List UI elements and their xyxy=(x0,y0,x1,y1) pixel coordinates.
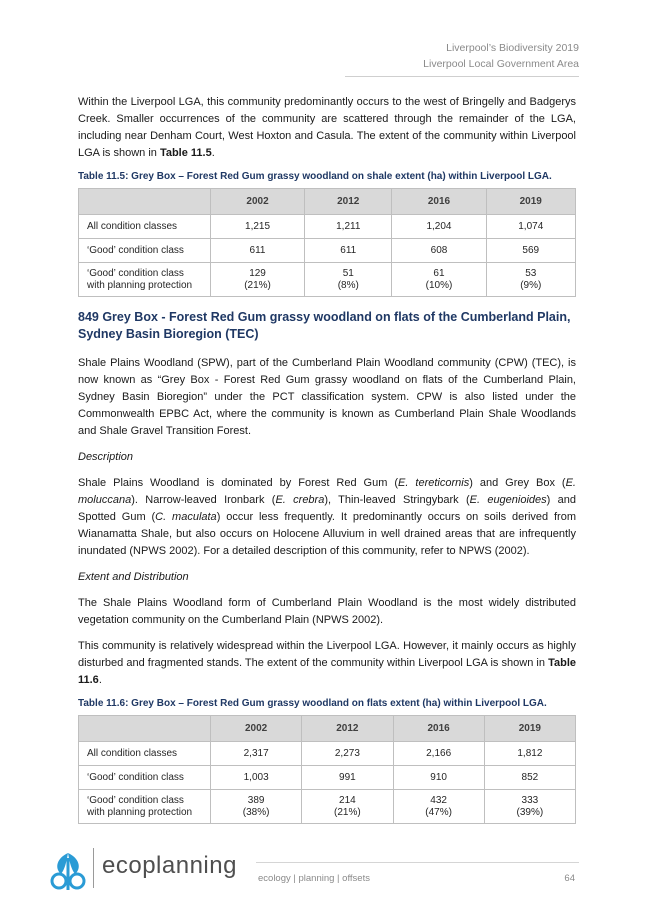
footer-divider xyxy=(256,862,579,863)
page-number: 64 xyxy=(564,873,575,884)
subheading-extent: Extent and Distribution xyxy=(78,571,189,583)
page-content xyxy=(78,94,576,836)
table-row xyxy=(79,263,576,297)
table-ref: Table 11.6 xyxy=(78,657,576,686)
cell: 611 xyxy=(211,239,305,263)
row-label: All condition classes xyxy=(79,215,211,239)
table-row xyxy=(79,742,576,766)
cell: 214 (21%) xyxy=(302,790,393,824)
col-header: 2016 xyxy=(393,716,484,742)
cell: 2,166 xyxy=(393,742,484,766)
col-header: 2019 xyxy=(486,189,575,215)
cell: 569 xyxy=(486,239,575,263)
cell: 2,317 xyxy=(211,742,302,766)
table-caption: Table 11.5: Grey Box – Forest Red Gum grassy woodland on shale extent (ha) within Liverpool LGA. xyxy=(78,171,552,182)
col-header: 2002 xyxy=(211,189,305,215)
cell: 852 xyxy=(484,766,575,790)
body-paragraph: Shale Plains Woodland (SPW), part of the Cumberland Plain Woodland community (CPW) (TEC), is now known as “Grey Box - Forest Red Gum grassy woodland on flats of the Cumberland Plain, Sydney Basin Bioregion” under the PCT classification system. CPW is also listed under the Commonwealth EPBC Act, where the community is known as Cumberland Plain Shale Woodlands and Shale Gravel Transition Forest. xyxy=(78,357,576,437)
header-area: Liverpool Local Government Area xyxy=(423,58,579,70)
table-corner xyxy=(79,189,211,215)
cell: 53 (9%) xyxy=(486,263,575,297)
col-header: 2012 xyxy=(302,716,393,742)
cell: 2,273 xyxy=(302,742,393,766)
brand-wordmark: ecoplanning xyxy=(102,852,237,879)
cell: 991 xyxy=(302,766,393,790)
footer-separator xyxy=(93,848,94,888)
table-row xyxy=(79,215,576,239)
row-label: ‘Good’ condition class with planning protection xyxy=(79,790,211,824)
cell: 608 xyxy=(392,239,486,263)
table-row xyxy=(79,766,576,790)
table-row xyxy=(79,239,576,263)
cell: 129 (21%) xyxy=(211,263,305,297)
cell: 51 (8%) xyxy=(305,263,392,297)
row-label: ‘Good’ condition class xyxy=(79,239,211,263)
ecoplanning-leaf-icon xyxy=(48,850,88,892)
table-ref: Table 11.5 xyxy=(159,147,212,159)
cell: 61 (10%) xyxy=(392,263,486,297)
body-paragraph: This community is relatively widespread within the Liverpool LGA. However, it mainly occurs as highly disturbed and fragmented stands. The extent of the community within Liverpool LGA is shown in Table 11.6. xyxy=(78,640,576,686)
cell: 1,003 xyxy=(211,766,302,790)
col-header: 2012 xyxy=(305,189,392,215)
table-corner xyxy=(79,716,211,742)
cell: 333 (39%) xyxy=(484,790,575,824)
running-header xyxy=(423,40,579,72)
row-label: ‘Good’ condition class with planning protection xyxy=(79,263,211,297)
col-header: 2016 xyxy=(392,189,486,215)
cell: 1,211 xyxy=(305,215,392,239)
cell: 432 (47%) xyxy=(393,790,484,824)
section-heading: 849 Grey Box - Forest Red Gum grassy woodland on flats of the Cumberland Plain, Sydney Basin Bioregion (TEC) xyxy=(78,310,571,341)
intro-paragraph: Within the Liverpool LGA, this community predominantly occurs to the west of Bringelly and Badgerys Creek. Smaller occurrences of the community are scattered through the remainder of the LGA, including near Denham Court, West Hoxton and Casula. The extent of the community within Liverpool LGA is shown in Table 11.5. xyxy=(78,96,576,159)
header-divider xyxy=(345,76,579,77)
cell: 1,215 xyxy=(211,215,305,239)
extent-table-flats xyxy=(78,715,576,824)
cell: 1,812 xyxy=(484,742,575,766)
row-label: ‘Good’ condition class xyxy=(79,766,211,790)
cell: 910 xyxy=(393,766,484,790)
description-paragraph: Shale Plains Woodland is dominated by Forest Red Gum (E. tereticornis) and Grey Box (E. moluccana). Narrow-leaved Ironbark (E. crebra), Thin-leaved Stringybark (E. eugenioides) and Spotted Gum (C. maculata) occur less frequently. It predominantly occurs on soils derived from Wianamatta Shale, but also occurs on Holocene Alluvium in well drained areas that are infrequently inundated (NPWS 2002). For a detailed description of this community, refer to NPWS (2002). xyxy=(78,477,576,557)
table-row xyxy=(79,790,576,824)
col-header: 2019 xyxy=(484,716,575,742)
cell: 611 xyxy=(305,239,392,263)
cell: 1,204 xyxy=(392,215,486,239)
extent-table-shale xyxy=(78,188,576,297)
cell: 1,074 xyxy=(486,215,575,239)
header-report-title: Liverpool’s Biodiversity 2019 xyxy=(446,42,579,54)
cell: 389 (38%) xyxy=(211,790,302,824)
body-paragraph: The Shale Plains Woodland form of Cumberland Plain Woodland is the most widely distributed vegetation community on the Cumberland Plain (NPWS 2002). xyxy=(78,597,576,626)
table-caption: Table 11.6: Grey Box – Forest Red Gum grassy woodland on flats extent (ha) within Liverpool LGA. xyxy=(78,698,547,709)
footer-tagline: ecology | planning | offsets xyxy=(258,873,370,884)
col-header: 2002 xyxy=(211,716,302,742)
subheading-description: Description xyxy=(78,451,134,463)
row-label: All condition classes xyxy=(79,742,211,766)
